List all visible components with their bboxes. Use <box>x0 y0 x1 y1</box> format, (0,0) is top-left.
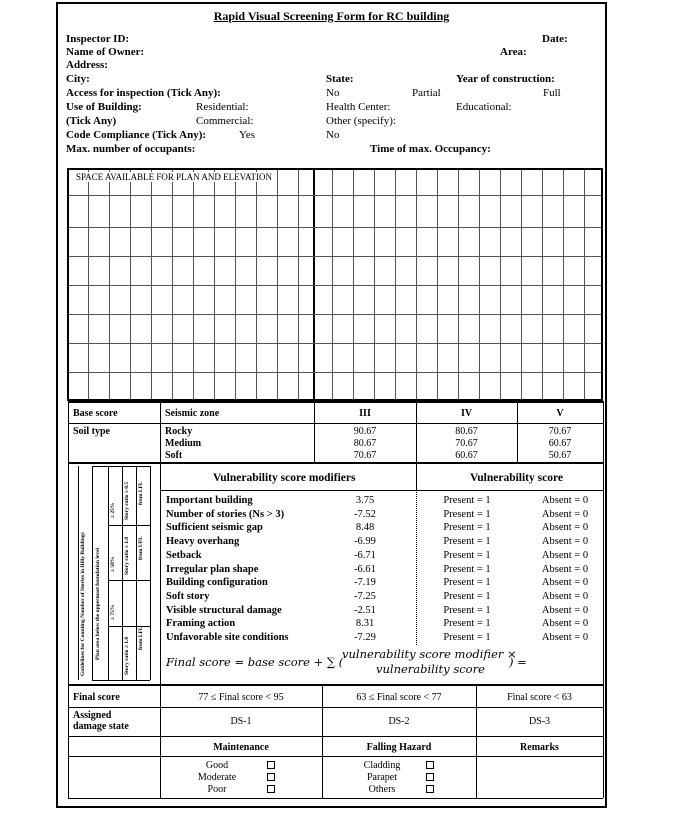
maintenance-moderate-checkbox[interactable] <box>267 773 275 781</box>
modifier-present: Present = 1 <box>443 618 491 630</box>
state-ds1: DS-1 <box>230 716 252 727</box>
modifier-absent: Absent = 0 <box>541 563 589 575</box>
time-max-occupancy-label: Time of max. Occupancy: <box>370 143 491 155</box>
zone-iv-header: IV <box>460 408 473 419</box>
final-score-formula <box>166 655 343 669</box>
guide-c1-from: from LFL <box>138 481 144 505</box>
score-rocky-iii: 90.67 <box>353 426 377 437</box>
falling-others-checkbox[interactable] <box>426 785 434 793</box>
access-no-option[interactable]: No <box>326 87 340 99</box>
modifier-value: -7.29 <box>354 632 376 643</box>
damage-state-label: damage state <box>73 721 129 732</box>
score-soft-iii: 70.67 <box>353 450 377 461</box>
threshold-50: ≥ 50% <box>110 556 116 572</box>
state-ds2: DS-2 <box>388 716 410 727</box>
score-medium-iii: 80.67 <box>353 438 377 449</box>
soil-type-label: Soil type <box>73 426 110 437</box>
zone-iii-header: III <box>359 408 371 419</box>
modifier-value: 8.31 <box>355 618 375 630</box>
use-commercial-option[interactable]: Commercial: <box>196 115 254 127</box>
modifier-name: Framing action <box>166 618 236 630</box>
modifier-absent: Absent = 0 <box>541 590 589 602</box>
use-educational-option[interactable]: Educational: <box>456 101 512 113</box>
score-rocky-v: 70.67 <box>548 426 572 437</box>
inspector-id-label: Inspector ID: <box>66 33 130 45</box>
guide-c1-ratio: Story ratio ≥ 0.5 <box>124 481 130 520</box>
modifier-name: Sufficient seismic gap <box>166 522 263 534</box>
falling-cladding: Cladding <box>363 760 401 771</box>
formula-bottom: vulnerability score <box>376 662 485 676</box>
modifier-absent: Absent = 0 <box>541 536 589 548</box>
guide-c3-ratio: Story ratio ≥ 1.0 <box>124 636 130 675</box>
modifier-value: -7.19 <box>354 577 376 589</box>
plan-area-label: Plan area below the uppermost foundation level <box>95 547 101 660</box>
modifier-absent: Absent = 0 <box>541 549 589 561</box>
modifier-value: 8.48 <box>355 522 375 534</box>
modifier-absent: Absent = 0 <box>541 495 589 506</box>
modifier-name: Setback <box>166 549 202 561</box>
modifier-absent: Absent = 0 <box>541 604 589 616</box>
modifier-value: 3.75 <box>355 495 375 506</box>
falling-others: Others <box>368 784 396 795</box>
owner-label: Name of Owner: <box>66 46 145 58</box>
zone-v-header: V <box>556 408 564 419</box>
assigned-label: Assigned <box>73 710 112 721</box>
date-label: Date: <box>542 33 568 45</box>
access-full-option[interactable]: Full <box>543 87 561 99</box>
modifier-name: Unfavorable site conditions <box>166 632 289 643</box>
modifier-name: Soft story <box>166 590 210 602</box>
modifier-present: Present = 1 <box>443 495 491 506</box>
maintenance-header: Maintenance <box>213 742 269 753</box>
modifier-present: Present = 1 <box>443 604 491 616</box>
area-label: Area: <box>500 46 527 58</box>
score-medium-v: 60.67 <box>548 438 572 449</box>
modifier-name: Number of stories (Ns > 3) <box>166 508 285 520</box>
address-label: Address: <box>66 59 108 71</box>
modifier-present: Present = 1 <box>443 577 491 589</box>
threshold-75: ≥ 75% <box>110 604 116 620</box>
modifier-name: Building configuration <box>166 577 268 589</box>
falling-cladding-checkbox[interactable] <box>426 761 434 769</box>
modifier-name: Irregular plan shape <box>166 563 259 575</box>
modifier-value: -7.52 <box>354 508 376 520</box>
use-health-option[interactable]: Health Center: <box>326 101 391 113</box>
maintenance-good: Good <box>205 760 229 771</box>
maintenance-poor: Poor <box>207 784 227 795</box>
modifier-absent: Absent = 0 <box>541 632 589 643</box>
modifier-value: -6.99 <box>354 536 376 548</box>
guide-c3-from: from LFL <box>138 626 144 650</box>
modifier-absent: Absent = 0 <box>541 508 589 520</box>
range-ds2: 63 ≤ Final score < 77 <box>356 692 442 703</box>
modifier-present: Present = 1 <box>443 508 491 520</box>
falling-parapet-checkbox[interactable] <box>426 773 434 781</box>
formula-right: ) = <box>509 655 527 669</box>
modifier-value: -2.51 <box>354 604 376 616</box>
score-soft-iv: 60.67 <box>455 450 478 461</box>
guide-c2-from: from UFL <box>138 536 144 560</box>
final-score-label: Final score <box>73 692 120 703</box>
state-ds3: DS-3 <box>528 716 551 727</box>
score-medium-iv: 70.67 <box>455 438 478 449</box>
modifiers-header: Vulnerability score modifiers <box>213 472 356 484</box>
modifier-value: -6.61 <box>354 563 376 575</box>
maintenance-moderate: Moderate <box>197 772 237 783</box>
modifier-value: -7.25 <box>354 590 376 602</box>
use-residential-option[interactable]: Residential: <box>196 101 249 113</box>
plan-elevation-grid[interactable] <box>67 168 603 401</box>
plan-space-label: SPACE AVAILABLE FOR PLAN AND ELEVATION <box>76 172 272 182</box>
formula-top: vulnerability score modifier × <box>342 647 517 661</box>
guide-c2-ratio: Story ratio ≥ 1.0 <box>124 536 130 575</box>
soil-rocky: Rocky <box>165 426 193 437</box>
code-yes-option[interactable]: Yes <box>239 129 256 141</box>
modifier-present: Present = 1 <box>443 563 491 575</box>
soil-medium: Medium <box>165 438 202 449</box>
seismic-zone-label: Seismic zone <box>165 408 220 419</box>
remarks-header: Remarks <box>520 742 559 753</box>
score-rocky-iv: 80.67 <box>455 426 478 437</box>
code-no-option[interactable]: No <box>326 129 340 141</box>
state-label: State: <box>326 73 354 85</box>
soil-soft: Soft <box>165 450 183 461</box>
modifier-present: Present = 1 <box>443 522 491 534</box>
modifier-name: Important building <box>166 495 253 506</box>
modifier-present: Present = 1 <box>443 536 491 548</box>
vulnerability-score-header: Vulnerability score <box>470 472 563 484</box>
modifier-name: Visible structural damage <box>166 604 282 616</box>
range-ds1: 77 ≤ Final score < 95 <box>198 692 284 703</box>
maintenance-good-checkbox[interactable] <box>267 761 275 769</box>
modifier-present: Present = 1 <box>443 549 491 561</box>
guidelines-title: Guidelines for Counting Number of Stories in Hilly Buildings <box>80 532 86 676</box>
falling-hazard-header: Falling Hazard <box>366 742 432 753</box>
modifier-value: -6.71 <box>354 549 376 561</box>
threshold-25: ≥ 25% <box>110 502 116 518</box>
falling-parapet: Parapet <box>367 772 397 783</box>
form-title: Rapid Visual Screening Form for RC building <box>213 9 450 23</box>
access-partial-option[interactable]: Partial <box>412 87 441 99</box>
use-other-option[interactable]: Other (specify): <box>326 115 396 127</box>
modifier-absent: Absent = 0 <box>541 577 589 589</box>
score-soft-v: 50.67 <box>548 450 572 461</box>
maintenance-poor-checkbox[interactable] <box>267 785 275 793</box>
tick-any-label: (Tick Any) <box>66 115 117 127</box>
use-label: Use of Building: <box>66 101 142 113</box>
code-compliance-label: Code Compliance (Tick Any): <box>66 129 207 141</box>
modifier-present: Present = 1 <box>443 590 491 602</box>
modifier-name: Heavy overhang <box>166 536 240 548</box>
modifier-absent: Absent = 0 <box>541 522 589 534</box>
modifier-present: Present = 1 <box>443 632 491 643</box>
year-label: Year of construction: <box>456 73 555 85</box>
max-occupants-label: Max. number of occupants: <box>66 143 196 155</box>
range-ds3: Final score < 63 <box>507 692 572 703</box>
base-score-label: Base score <box>73 408 118 419</box>
formula-left: Final score = base score + ∑ ( <box>166 655 344 669</box>
access-label: Access for inspection (Tick Any): <box>66 87 221 99</box>
modifier-absent: Absent = 0 <box>541 618 589 630</box>
city-label: City: <box>66 73 90 85</box>
